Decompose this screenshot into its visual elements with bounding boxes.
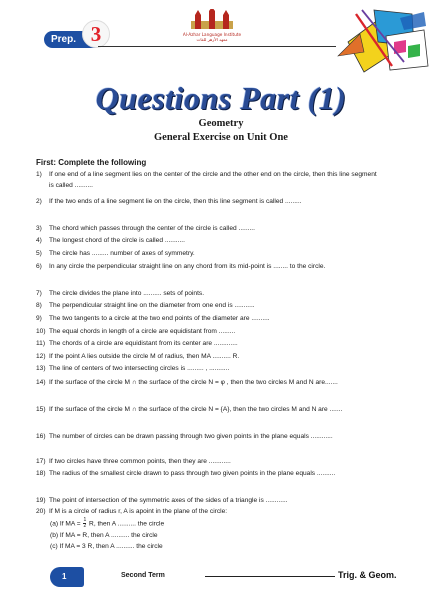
question-text: If M is a circle of radius r, A is apoint in the plane of the circle: xyxy=(49,508,228,515)
question-number: 9) xyxy=(36,315,42,322)
question-number: 18) xyxy=(36,470,46,477)
question-item xyxy=(36,432,378,443)
question-text: The perpendicular straight line on the diameter from one end is ........... xyxy=(49,302,255,309)
question-number: 11) xyxy=(36,340,46,347)
question-item xyxy=(36,352,378,363)
question-number: 16) xyxy=(36,433,46,440)
prep-label: Prep. xyxy=(51,34,77,45)
institute-name-ar: معهد الأزهر للغات xyxy=(196,37,228,42)
question-number: 2) xyxy=(36,198,42,205)
question-item xyxy=(36,236,378,247)
question-item xyxy=(36,197,378,208)
question-item xyxy=(36,301,378,312)
question-item xyxy=(36,327,378,338)
sub-item-c xyxy=(50,542,163,552)
question-text: The point of intersection of the symmetric axes of the sides of a triangle is ............ xyxy=(49,497,288,504)
sub-item-b xyxy=(50,531,158,541)
question-text: If the surface of the circle M ∩ the surface of the circle N = {A}, then the two circles M and N are ....... xyxy=(49,406,343,413)
question-item xyxy=(36,378,378,389)
question-text: The circle has ......... number of axes of symmetry. xyxy=(49,250,195,257)
grade-number: 3 xyxy=(82,20,110,48)
geometry-tools-icon xyxy=(334,6,430,78)
subject-heading: Geometry xyxy=(198,118,244,129)
question-number: 10) xyxy=(36,328,46,335)
sub-item-a-prefix: (a) If MA = xyxy=(50,520,83,528)
question-text: The number of circles can be drawn passing through two given points in the plane equals ............ xyxy=(49,433,333,440)
header-rule xyxy=(98,46,336,47)
question-number: 12) xyxy=(36,353,46,360)
question-item xyxy=(36,507,378,518)
question-text: The line of centers of two intersecting circles is ......... , ........... xyxy=(49,365,230,372)
question-number: 6) xyxy=(36,263,42,270)
question-number: 17) xyxy=(36,458,46,465)
question-number: 3) xyxy=(36,225,42,232)
question-item xyxy=(36,314,378,325)
question-number: 13) xyxy=(36,365,46,372)
page-title: Questions Part (1) xyxy=(95,80,347,116)
page-number-badge xyxy=(50,567,84,587)
question-number: 8) xyxy=(36,302,42,309)
question-number: 7) xyxy=(36,290,42,297)
question-item xyxy=(36,249,378,260)
footer-rule xyxy=(205,576,335,577)
fraction xyxy=(83,518,86,529)
course-label: Trig. & Geom. xyxy=(338,570,397,580)
question-item xyxy=(36,496,378,507)
question-item xyxy=(36,457,378,468)
question-number: 15) xyxy=(36,406,46,413)
question-number: 14) xyxy=(36,379,46,386)
question-item xyxy=(36,224,378,235)
question-text: The chord which passes through the center of the circle is called ......... xyxy=(49,225,255,232)
question-number: 4) xyxy=(36,237,42,244)
question-text: The two tangents to a circle at the two end points of the diameter are .......... xyxy=(49,315,270,322)
question-text: The circle divides the plane into .......... sets of points. xyxy=(49,290,205,297)
section-heading: First: Complete the following xyxy=(36,158,147,167)
question-item xyxy=(36,339,378,350)
exercise-subtitle: General Exercise on Unit One xyxy=(154,132,288,143)
question-item xyxy=(36,289,378,300)
question-number: 19) xyxy=(36,497,46,504)
question-text: The radius of the smallest circle drawn to pass through two given points in the plane equals .......... xyxy=(49,470,336,477)
question-text: The equal chords in length of a circle are equidistant from ......... xyxy=(49,328,236,335)
question-item xyxy=(36,170,378,192)
question-text: If the point A lies outside the circle M of radius, then MA .......... R. xyxy=(49,353,240,360)
question-item xyxy=(36,364,378,375)
question-item xyxy=(36,469,378,480)
question-text: If the surface of the circle M ∩ the surface of the circle N = φ , then the two circles M and N are....... xyxy=(49,379,338,386)
institute-logo-icon xyxy=(189,9,235,31)
sub-item-a-suffix: R, then A .......... the circle xyxy=(87,520,165,528)
question-number: 20) xyxy=(36,508,46,515)
sub-item-b-text: (b) If MA = R, then A .......... the circle xyxy=(50,532,158,539)
question-text: The chords of a circle are equidistant from its center are ............. xyxy=(49,340,238,347)
term-label: Second Term xyxy=(121,572,165,579)
question-text: If two circles have three common points, then they are ............ xyxy=(49,458,231,465)
question-number: 1) xyxy=(36,171,42,178)
question-text: If one end of a line segment lies on the center of the circle and the other end on the circle, then this line segment is called .......... xyxy=(49,171,377,189)
question-text: The longest chord of the circle is called ........... xyxy=(49,237,185,244)
question-item xyxy=(36,262,378,273)
fraction-denominator: 2 xyxy=(83,523,87,529)
institute-name xyxy=(168,32,256,42)
question-text: In any circle the perpendicular straight line on any chord from its mid-point is ........ to the circle. xyxy=(49,263,326,270)
page-number: 1 xyxy=(62,572,67,581)
question-item xyxy=(36,405,378,416)
question-text: If the two ends of a line segment lie on the circle, then this line segment is called ......... xyxy=(49,198,302,205)
question-number: 5) xyxy=(36,250,42,257)
fraction-numerator: 1 xyxy=(83,517,87,523)
sub-item-a xyxy=(50,518,164,529)
institute-name-en: Al-Azhar Language Institute xyxy=(182,32,242,37)
sub-item-c-text: (c) If MA = 3 R, then A .......... the circle xyxy=(50,543,163,550)
